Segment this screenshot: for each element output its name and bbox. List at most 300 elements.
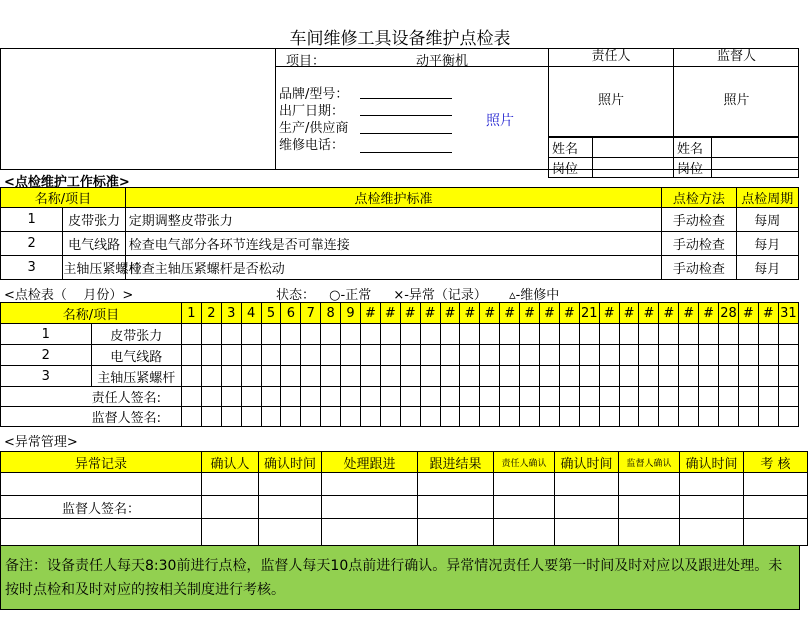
day-cell[interactable] bbox=[321, 407, 341, 427]
day-cell[interactable] bbox=[301, 324, 321, 345]
day-cell[interactable] bbox=[778, 407, 798, 427]
day-header: # bbox=[420, 303, 440, 324]
item-standard: 检查主轴压紧螺杆是否松动 bbox=[125, 256, 661, 280]
day-cell[interactable] bbox=[480, 407, 500, 427]
day-header: 28 bbox=[719, 303, 739, 324]
day-cell[interactable] bbox=[599, 324, 619, 345]
day-cell[interactable] bbox=[719, 366, 739, 387]
abn-col-supervisor-confirm: 监督人确认 bbox=[619, 452, 680, 473]
table-row bbox=[1, 473, 808, 496]
abn-col-confirm-time-3: 确认时间 bbox=[680, 452, 744, 473]
page-title: 车间维修工具设备维护点检表 bbox=[289, 29, 511, 49]
day-cell[interactable] bbox=[758, 324, 778, 345]
day-cell[interactable] bbox=[758, 345, 778, 366]
responsible-header bbox=[548, 48, 673, 67]
supervisor-name-label: 姓名 bbox=[674, 138, 712, 158]
day-cell[interactable] bbox=[619, 407, 639, 427]
responsible-name-post bbox=[548, 137, 674, 178]
day-cell[interactable] bbox=[500, 324, 520, 345]
day-cell[interactable] bbox=[440, 366, 460, 387]
day-cell[interactable] bbox=[420, 387, 440, 407]
day-cell[interactable] bbox=[520, 345, 540, 366]
row-number: 1 bbox=[1, 208, 63, 232]
day-cell[interactable] bbox=[500, 387, 520, 407]
day-cell[interactable] bbox=[500, 407, 520, 427]
day-cell[interactable] bbox=[361, 324, 381, 345]
day-cell[interactable] bbox=[719, 387, 739, 407]
table-row bbox=[1, 366, 799, 387]
day-cell[interactable] bbox=[540, 345, 560, 366]
day-header: # bbox=[540, 303, 560, 324]
day-cell[interactable] bbox=[301, 407, 321, 427]
day-cell[interactable] bbox=[579, 345, 599, 366]
abn-cell[interactable] bbox=[202, 473, 259, 496]
day-cell[interactable] bbox=[719, 345, 739, 366]
abn-cell[interactable] bbox=[202, 519, 259, 546]
status-repair: ▵-维修中 bbox=[509, 288, 560, 303]
table-row bbox=[1, 232, 799, 256]
day-cell[interactable] bbox=[182, 387, 202, 407]
day-cell[interactable] bbox=[420, 324, 440, 345]
day-cell[interactable] bbox=[500, 345, 520, 366]
abn-col-confirm-time: 确认时间 bbox=[259, 452, 322, 473]
day-cell[interactable] bbox=[619, 324, 639, 345]
day-cell[interactable] bbox=[480, 345, 500, 366]
supplier-line bbox=[360, 133, 452, 134]
abn-cell[interactable] bbox=[555, 496, 619, 519]
brand-model-line bbox=[360, 98, 452, 99]
day-header: 3 bbox=[221, 303, 241, 324]
day-cell[interactable] bbox=[380, 387, 400, 407]
supervisor-sign-label: 监督人签名: bbox=[1, 407, 182, 427]
abn-cell[interactable] bbox=[259, 496, 322, 519]
day-cell[interactable] bbox=[201, 407, 221, 427]
day-cell[interactable] bbox=[639, 324, 659, 345]
responsible-photo-box bbox=[548, 67, 673, 137]
abn-cell[interactable] bbox=[744, 473, 808, 496]
day-cell[interactable] bbox=[599, 407, 619, 427]
day-cell[interactable] bbox=[440, 407, 460, 427]
day-cell[interactable] bbox=[281, 345, 301, 366]
abn-cell[interactable] bbox=[322, 473, 418, 496]
day-cell[interactable] bbox=[201, 324, 221, 345]
day-cell[interactable] bbox=[221, 324, 241, 345]
abn-cell[interactable] bbox=[202, 496, 259, 519]
day-cell[interactable] bbox=[241, 407, 261, 427]
abn-cell[interactable] bbox=[680, 496, 744, 519]
day-header: 6 bbox=[281, 303, 301, 324]
day-cell[interactable] bbox=[380, 324, 400, 345]
day-cell[interactable] bbox=[559, 345, 579, 366]
day-cell[interactable] bbox=[440, 345, 460, 366]
day-cell[interactable] bbox=[281, 366, 301, 387]
day-cell[interactable] bbox=[321, 366, 341, 387]
item-name: 主轴压紧螺杆 bbox=[91, 366, 182, 387]
day-cell[interactable] bbox=[361, 345, 381, 366]
brand-model-field: 品牌/型号： bbox=[279, 87, 349, 102]
day-cell[interactable] bbox=[241, 366, 261, 387]
day-cell[interactable] bbox=[540, 387, 560, 407]
day-header: # bbox=[619, 303, 639, 324]
standard-section-title: <点检维护工作标准> bbox=[4, 175, 130, 190]
day-cell[interactable] bbox=[321, 324, 341, 345]
day-cell[interactable] bbox=[420, 407, 440, 427]
status-abnormal: ×-异常（记录） bbox=[393, 288, 487, 303]
day-cell[interactable] bbox=[261, 345, 281, 366]
day-cell[interactable] bbox=[520, 407, 540, 427]
abn-cell[interactable] bbox=[494, 496, 555, 519]
day-header: # bbox=[758, 303, 778, 324]
day-header: 5 bbox=[261, 303, 281, 324]
day-header: # bbox=[639, 303, 659, 324]
day-header: 7 bbox=[301, 303, 321, 324]
abn-col-follow-up: 处理跟进 bbox=[322, 452, 418, 473]
item-method: 手动检查 bbox=[662, 256, 736, 280]
day-cell[interactable] bbox=[460, 407, 480, 427]
day-cell[interactable] bbox=[480, 324, 500, 345]
abn-cell[interactable] bbox=[744, 519, 808, 546]
day-header: 1 bbox=[182, 303, 202, 324]
abn-cell[interactable] bbox=[494, 519, 555, 546]
inspection-section-title: <点检表（ 月份）> bbox=[4, 288, 134, 303]
day-cell[interactable] bbox=[719, 324, 739, 345]
day-cell[interactable] bbox=[460, 366, 480, 387]
day-cell[interactable] bbox=[579, 387, 599, 407]
day-cell[interactable] bbox=[261, 366, 281, 387]
day-cell[interactable] bbox=[201, 366, 221, 387]
item-standard: 检查电气部分各环节连线是否可靠连接 bbox=[125, 232, 661, 256]
day-cell[interactable] bbox=[679, 366, 699, 387]
day-header: # bbox=[440, 303, 460, 324]
day-cell[interactable] bbox=[221, 387, 241, 407]
responsible-post-label: 岗位 bbox=[549, 158, 593, 178]
abn-cell[interactable] bbox=[555, 473, 619, 496]
inspection-table bbox=[0, 302, 799, 427]
day-cell[interactable] bbox=[341, 324, 361, 345]
day-cell[interactable] bbox=[241, 345, 261, 366]
day-cell[interactable] bbox=[400, 366, 420, 387]
abn-cell[interactable] bbox=[259, 519, 322, 546]
day-cell[interactable] bbox=[599, 345, 619, 366]
responsible-photo: 照片 bbox=[597, 93, 624, 108]
day-cell[interactable] bbox=[639, 387, 659, 407]
day-cell[interactable] bbox=[719, 407, 739, 427]
day-header: # bbox=[380, 303, 400, 324]
responsible-label: 责任人 bbox=[591, 49, 631, 64]
day-cell[interactable] bbox=[599, 387, 619, 407]
day-cell[interactable] bbox=[341, 366, 361, 387]
abnormal-table bbox=[0, 451, 808, 546]
factory-date-field: 出厂日期： bbox=[279, 104, 345, 119]
day-header: # bbox=[361, 303, 381, 324]
abn-cell[interactable] bbox=[619, 519, 680, 546]
row-number: 2 bbox=[1, 232, 63, 256]
table-row bbox=[1, 208, 799, 232]
day-cell[interactable] bbox=[540, 407, 560, 427]
abn-col-record: 异常记录 bbox=[1, 452, 202, 473]
factory-date-line bbox=[360, 115, 452, 116]
status-normal: ○-正常 bbox=[329, 288, 372, 303]
day-cell[interactable] bbox=[182, 366, 202, 387]
day-cell[interactable] bbox=[599, 366, 619, 387]
table-row bbox=[1, 324, 799, 345]
day-cell[interactable] bbox=[182, 324, 202, 345]
day-cell[interactable] bbox=[420, 366, 440, 387]
day-header: # bbox=[400, 303, 420, 324]
abn-cell[interactable] bbox=[418, 473, 494, 496]
abn-cell[interactable] bbox=[680, 519, 744, 546]
day-cell[interactable] bbox=[738, 366, 758, 387]
day-cell[interactable] bbox=[480, 366, 500, 387]
day-header: # bbox=[679, 303, 699, 324]
day-cell[interactable] bbox=[341, 345, 361, 366]
day-header: 8 bbox=[321, 303, 341, 324]
day-header: # bbox=[480, 303, 500, 324]
abn-cell[interactable] bbox=[494, 473, 555, 496]
day-cell[interactable] bbox=[579, 407, 599, 427]
abnormal-section-title: <异常管理> bbox=[4, 435, 78, 450]
item-name: 主轴压紧螺杆 bbox=[63, 256, 125, 280]
day-cell[interactable] bbox=[380, 407, 400, 427]
day-cell[interactable] bbox=[261, 407, 281, 427]
day-cell[interactable] bbox=[579, 366, 599, 387]
day-cell[interactable] bbox=[221, 407, 241, 427]
day-cell[interactable] bbox=[619, 345, 639, 366]
day-cell[interactable] bbox=[540, 324, 560, 345]
day-cell[interactable] bbox=[361, 366, 381, 387]
abn-cell[interactable] bbox=[322, 519, 418, 546]
day-cell[interactable] bbox=[778, 345, 798, 366]
day-cell[interactable] bbox=[738, 345, 758, 366]
day-cell[interactable] bbox=[679, 407, 699, 427]
equipment-photo: 照片 bbox=[486, 113, 514, 129]
day-cell[interactable] bbox=[500, 366, 520, 387]
day-cell[interactable] bbox=[281, 407, 301, 427]
abn-cell[interactable] bbox=[1, 519, 202, 546]
day-cell[interactable] bbox=[301, 345, 321, 366]
day-cell[interactable] bbox=[699, 366, 719, 387]
day-cell[interactable] bbox=[758, 407, 778, 427]
responsible-sign-row bbox=[1, 387, 799, 407]
supervisor-photo-box bbox=[673, 67, 799, 137]
day-cell[interactable] bbox=[699, 345, 719, 366]
status-label: 状态： bbox=[276, 288, 316, 303]
item-method: 手动检查 bbox=[662, 208, 736, 232]
day-header: # bbox=[738, 303, 758, 324]
row-number: 2 bbox=[1, 345, 92, 366]
day-cell[interactable] bbox=[480, 387, 500, 407]
day-cell[interactable] bbox=[361, 407, 381, 427]
day-cell[interactable] bbox=[659, 366, 679, 387]
day-header: # bbox=[599, 303, 619, 324]
item-cycle: 每月 bbox=[736, 232, 798, 256]
abnormal-supervisor-sign-label: 监督人签名： bbox=[1, 496, 202, 519]
table-row bbox=[1, 496, 808, 519]
supervisor-name-value[interactable] bbox=[712, 138, 799, 158]
day-cell[interactable] bbox=[261, 324, 281, 345]
item-name: 皮带张力 bbox=[63, 208, 125, 232]
day-cell[interactable] bbox=[400, 324, 420, 345]
abn-cell[interactable] bbox=[680, 473, 744, 496]
day-cell[interactable] bbox=[559, 366, 579, 387]
abn-cell[interactable] bbox=[619, 496, 680, 519]
day-header: # bbox=[659, 303, 679, 324]
day-cell[interactable] bbox=[420, 345, 440, 366]
day-cell[interactable] bbox=[460, 345, 480, 366]
day-cell[interactable] bbox=[679, 387, 699, 407]
responsible-name-label: 姓名 bbox=[549, 138, 593, 158]
day-cell[interactable] bbox=[659, 387, 679, 407]
project-label: 项目： bbox=[286, 54, 326, 69]
day-cell[interactable] bbox=[520, 366, 540, 387]
day-cell[interactable] bbox=[619, 387, 639, 407]
day-cell[interactable] bbox=[619, 366, 639, 387]
day-cell[interactable] bbox=[579, 324, 599, 345]
day-cell[interactable] bbox=[241, 324, 261, 345]
day-cell[interactable] bbox=[182, 407, 202, 427]
day-cell[interactable] bbox=[520, 324, 540, 345]
row-number: 3 bbox=[1, 366, 92, 387]
day-cell[interactable] bbox=[361, 387, 381, 407]
day-header: # bbox=[520, 303, 540, 324]
std-col-name: 名称/项目 bbox=[1, 188, 126, 208]
day-cell[interactable] bbox=[321, 345, 341, 366]
responsible-post-value[interactable] bbox=[593, 158, 674, 178]
day-cell[interactable] bbox=[221, 345, 241, 366]
project-row bbox=[276, 48, 548, 67]
day-cell[interactable] bbox=[778, 324, 798, 345]
day-cell[interactable] bbox=[639, 345, 659, 366]
day-cell[interactable] bbox=[321, 387, 341, 407]
abn-cell[interactable] bbox=[418, 496, 494, 519]
supervisor-photo: 照片 bbox=[723, 93, 750, 108]
row-number: 1 bbox=[1, 324, 92, 345]
day-header: 31 bbox=[778, 303, 798, 324]
item-name: 电气线路 bbox=[63, 232, 125, 256]
day-cell[interactable] bbox=[699, 387, 719, 407]
responsible-name-value[interactable] bbox=[593, 138, 674, 158]
responsible-sign-label: 责任人签名: bbox=[1, 387, 182, 407]
day-cell[interactable] bbox=[738, 324, 758, 345]
day-cell[interactable] bbox=[639, 366, 659, 387]
insp-col-name: 名称/项目 bbox=[1, 303, 182, 324]
day-cell[interactable] bbox=[659, 407, 679, 427]
table-row bbox=[1, 256, 799, 280]
day-cell[interactable] bbox=[738, 407, 758, 427]
day-cell[interactable] bbox=[182, 345, 202, 366]
day-header: # bbox=[500, 303, 520, 324]
abn-cell[interactable] bbox=[619, 473, 680, 496]
table-row bbox=[1, 345, 799, 366]
day-cell[interactable] bbox=[758, 387, 778, 407]
day-cell[interactable] bbox=[778, 387, 798, 407]
day-cell[interactable] bbox=[559, 324, 579, 345]
day-cell[interactable] bbox=[460, 324, 480, 345]
day-cell[interactable] bbox=[261, 387, 281, 407]
day-cell[interactable] bbox=[341, 407, 361, 427]
day-header: # bbox=[460, 303, 480, 324]
day-cell[interactable] bbox=[540, 366, 560, 387]
item-standard: 定期调整皮带张力 bbox=[125, 208, 661, 232]
day-cell[interactable] bbox=[301, 387, 321, 407]
day-cell[interactable] bbox=[400, 345, 420, 366]
day-cell[interactable] bbox=[400, 387, 420, 407]
remark-note: 备注：设备责任人每天8:30前进行点检，监督人每天10点前进行确认。异常情况责任人要第一时间及时对应以及跟进处理。未按时点检和及时对应的按相关制度进行考核。 bbox=[0, 545, 800, 610]
equipment-info bbox=[279, 86, 348, 154]
item-cycle: 每月 bbox=[736, 256, 798, 280]
project-value: 动平衡机 bbox=[416, 54, 469, 69]
item-name: 皮带张力 bbox=[91, 324, 182, 345]
day-cell[interactable] bbox=[201, 387, 221, 407]
day-cell[interactable] bbox=[659, 324, 679, 345]
std-col-cycle: 点检周期 bbox=[736, 188, 798, 208]
abn-col-confirm-time-2: 确认时间 bbox=[555, 452, 619, 473]
row-number: 3 bbox=[1, 256, 63, 280]
abn-col-result: 跟进结果 bbox=[418, 452, 494, 473]
abn-cell[interactable] bbox=[555, 519, 619, 546]
day-header: 2 bbox=[201, 303, 221, 324]
day-header: # bbox=[699, 303, 719, 324]
day-cell[interactable] bbox=[400, 407, 420, 427]
day-cell[interactable] bbox=[201, 345, 221, 366]
abn-cell[interactable] bbox=[418, 519, 494, 546]
day-cell[interactable] bbox=[559, 407, 579, 427]
abn-cell[interactable] bbox=[1, 473, 202, 496]
day-cell[interactable] bbox=[221, 366, 241, 387]
day-cell[interactable] bbox=[460, 387, 480, 407]
day-cell[interactable] bbox=[281, 324, 301, 345]
abn-col-confirmer: 确认人 bbox=[202, 452, 259, 473]
day-cell[interactable] bbox=[520, 387, 540, 407]
day-cell[interactable] bbox=[380, 366, 400, 387]
supervisor-post-value[interactable] bbox=[712, 158, 799, 178]
day-cell[interactable] bbox=[241, 387, 261, 407]
day-header: # bbox=[559, 303, 579, 324]
standard-table bbox=[0, 187, 799, 280]
day-cell[interactable] bbox=[341, 387, 361, 407]
supplier-field: 生产/供应商 bbox=[279, 121, 349, 136]
day-cell[interactable] bbox=[440, 387, 460, 407]
day-header: 9 bbox=[341, 303, 361, 324]
day-cell[interactable] bbox=[679, 324, 699, 345]
day-cell[interactable] bbox=[659, 345, 679, 366]
item-method: 手动检查 bbox=[662, 232, 736, 256]
day-cell[interactable] bbox=[679, 345, 699, 366]
day-cell[interactable] bbox=[380, 345, 400, 366]
day-cell[interactable] bbox=[639, 407, 659, 427]
repair-phone-line bbox=[360, 152, 452, 153]
abn-col-responsible-confirm: 责任人确认 bbox=[494, 452, 555, 473]
item-cycle: 每周 bbox=[736, 208, 798, 232]
day-cell[interactable] bbox=[778, 366, 798, 387]
abn-cell[interactable] bbox=[259, 473, 322, 496]
day-cell[interactable] bbox=[281, 387, 301, 407]
day-header: 4 bbox=[241, 303, 261, 324]
supervisor-post-label: 岗位 bbox=[674, 158, 712, 178]
day-cell[interactable] bbox=[699, 407, 719, 427]
day-cell[interactable] bbox=[440, 324, 460, 345]
table-row bbox=[1, 519, 808, 546]
abn-cell[interactable] bbox=[744, 496, 808, 519]
day-cell[interactable] bbox=[301, 366, 321, 387]
std-col-method: 点检方法 bbox=[662, 188, 736, 208]
header-logo-area bbox=[0, 48, 276, 170]
day-cell[interactable] bbox=[758, 366, 778, 387]
abn-cell[interactable] bbox=[322, 496, 418, 519]
day-cell[interactable] bbox=[559, 387, 579, 407]
day-cell[interactable] bbox=[699, 324, 719, 345]
day-cell[interactable] bbox=[738, 387, 758, 407]
